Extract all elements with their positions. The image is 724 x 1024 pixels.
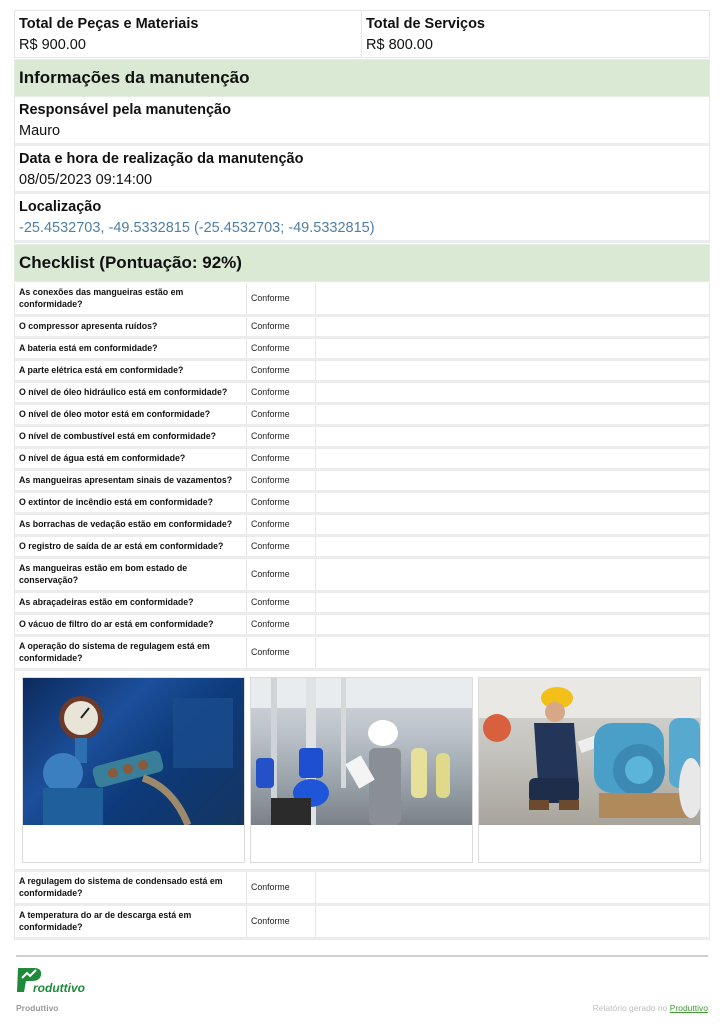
checklist-comment <box>316 537 709 556</box>
report-page <box>14 10 710 940</box>
services-total-label: Total de Serviços <box>366 16 485 32</box>
checklist-row <box>14 317 710 339</box>
checklist-row <box>14 283 710 317</box>
services-total <box>362 11 709 57</box>
checklist-row <box>14 449 710 471</box>
checklist-comment <box>316 449 709 468</box>
checklist-question: A operação do sistema de regulagem está em conformidade? <box>15 637 247 668</box>
checklist-row <box>14 405 710 427</box>
totals-row <box>14 10 710 58</box>
checklist-comment <box>316 637 709 668</box>
checklist-answer: Conforme <box>247 593 316 612</box>
responsible-value: Mauro <box>19 123 61 139</box>
photo-gallery <box>14 671 710 872</box>
checklist-question: As mangueiras apresentam sinais de vazamentos? <box>15 471 247 490</box>
parts-total <box>15 11 362 57</box>
datetime-label: Data e hora de realização da manutenção <box>19 150 304 167</box>
checklist-comment <box>316 493 709 512</box>
checklist-answer: Conforme <box>247 471 316 490</box>
services-total-value: R$ 800.00 <box>366 37 433 53</box>
footer-brand: Produttivo <box>16 1003 59 1013</box>
parts-total-value: R$ 900.00 <box>19 37 86 53</box>
checklist-question: A regulagem do sistema de condensado está em conformidade? <box>15 872 247 903</box>
checklist-row <box>14 427 710 449</box>
datetime-field <box>14 146 710 195</box>
checklist-answer: Conforme <box>247 537 316 556</box>
checklist-comment <box>316 283 709 314</box>
checklist-comment <box>316 361 709 380</box>
checklist-answer: Conforme <box>247 872 316 903</box>
checklist-question: O vácuo de filtro do ar está em conformidade? <box>15 615 247 634</box>
location-field <box>14 194 710 243</box>
svg-text:roduttivo: roduttivo <box>33 981 85 994</box>
checklist-table <box>14 283 710 940</box>
checklist-question: As conexões das mangueiras estão em conformidade? <box>15 283 247 314</box>
checklist-question: O nível de combustível está em conformidade? <box>15 427 247 446</box>
parts-total-label: Total de Peças e Materiais <box>19 16 199 32</box>
checklist-question: O nível de óleo hidráulico está em conformidade? <box>15 383 247 402</box>
checklist-question: As abraçadeiras estão em conformidade? <box>15 593 247 612</box>
checklist-answer: Conforme <box>247 906 316 937</box>
checklist-comment <box>316 427 709 446</box>
checklist-answer: Conforme <box>247 559 316 590</box>
checklist-row <box>14 559 710 593</box>
location-link[interactable]: -25.4532703, -49.5332815 (-25.4532703; -49.5332815) <box>19 220 375 236</box>
checklist-question: O extintor de incêndio está em conformidade? <box>15 493 247 512</box>
checklist-question: O registro de saída de ar está em conformidade? <box>15 537 247 556</box>
checklist-row <box>14 537 710 559</box>
footer-generated-text: Relatório gerado no <box>592 1003 668 1013</box>
checklist-comment <box>316 317 709 336</box>
footer-divider <box>16 955 708 957</box>
checklist-answer: Conforme <box>247 383 316 402</box>
checklist-answer: Conforme <box>247 493 316 512</box>
location-label: Localização <box>19 199 102 215</box>
checklist-answer: Conforme <box>247 637 316 668</box>
checklist-row <box>14 515 710 537</box>
checklist-row <box>14 383 710 405</box>
checklist-comment <box>316 872 709 903</box>
checklist-comment <box>316 593 709 612</box>
datetime-value: 08/05/2023 09:14:00 <box>19 171 153 188</box>
checklist-question: A parte elétrica está em conformidade? <box>15 361 247 380</box>
checklist-comment <box>316 615 709 634</box>
checklist-question: O compressor apresenta ruídos? <box>15 317 247 336</box>
responsible-field <box>14 97 710 146</box>
checklist-answer: Conforme <box>247 283 316 314</box>
photo-thumbnail[interactable] <box>22 677 245 863</box>
technician-motors-image[interactable] <box>479 678 700 825</box>
checklist-question: O nível de água está em conformidade? <box>15 449 247 468</box>
checklist-answer: Conforme <box>247 615 316 634</box>
checklist-comment <box>316 559 709 590</box>
responsible-label: Responsável pela manutenção <box>19 102 231 118</box>
checklist-answer: Conforme <box>247 317 316 336</box>
checklist-answer: Conforme <box>247 361 316 380</box>
checklist-answer: Conforme <box>247 405 316 424</box>
checklist-comment <box>316 471 709 490</box>
checklist-row <box>14 339 710 361</box>
checklist-comment <box>316 515 709 534</box>
checklist-answer: Conforme <box>247 427 316 446</box>
checklist-comment <box>316 906 709 937</box>
checklist-row <box>14 637 710 671</box>
checklist-comment <box>316 339 709 358</box>
checklist-row <box>14 593 710 615</box>
checklist-comment <box>316 405 709 424</box>
checklist-row <box>14 471 710 493</box>
checklist-answer: Conforme <box>247 515 316 534</box>
checklist-row <box>14 872 710 906</box>
footer-produttivo-link[interactable]: Produttivo <box>669 1003 708 1013</box>
produttivo-logo <box>16 966 92 994</box>
photo-thumbnail[interactable] <box>250 677 473 863</box>
technician-pipes-image[interactable] <box>251 678 472 825</box>
checklist-row <box>14 615 710 637</box>
checklist-answer: Conforme <box>247 449 316 468</box>
checklist-row <box>14 361 710 383</box>
checklist-answer: Conforme <box>247 339 316 358</box>
checklist-row <box>14 906 710 940</box>
section-header-checklist: Checklist (Pontuação: 92%) <box>14 244 710 282</box>
checklist-comment <box>316 383 709 402</box>
footer-generated <box>593 1003 708 1013</box>
photo-thumbnail[interactable] <box>478 677 701 863</box>
compressor-valves-image[interactable] <box>23 678 244 825</box>
checklist-question: A bateria está em conformidade? <box>15 339 247 358</box>
checklist-question: As borrachas de vedação estão em conformidade? <box>15 515 247 534</box>
checklist-row <box>14 493 710 515</box>
checklist-question: O nível de óleo motor está em conformidade? <box>15 405 247 424</box>
section-header-info: Informações da manutenção <box>14 59 710 97</box>
checklist-question: A temperatura do ar de descarga está em conformidade? <box>15 906 247 937</box>
checklist-question: As mangueiras estão em bom estado de conservação? <box>15 559 247 590</box>
